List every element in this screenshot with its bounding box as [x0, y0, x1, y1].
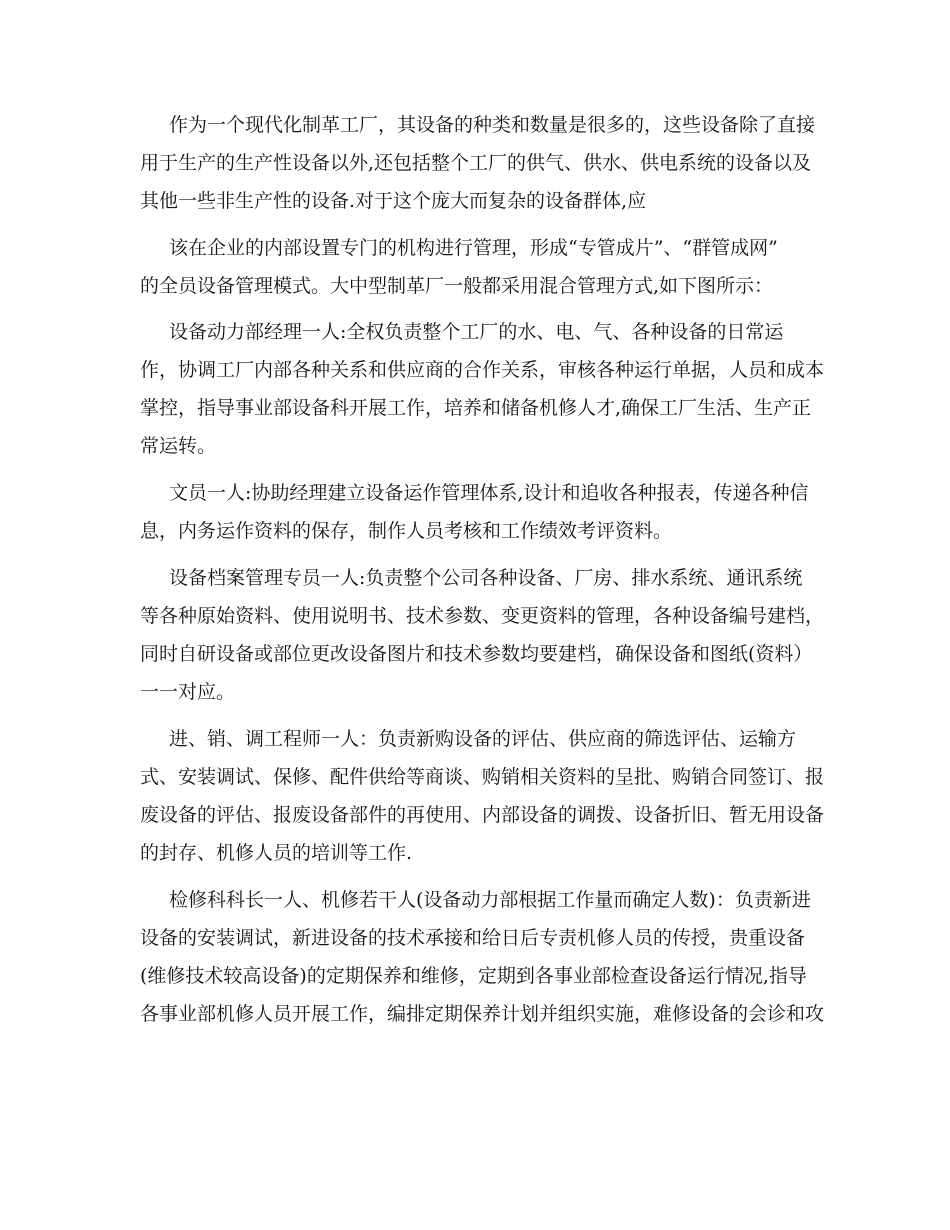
text-line: 设备档案管理专员一人:负责整个公司各种设备、厂房、排水系统、通讯系统 [169, 567, 803, 589]
text-line: 息，内务运作资料的保存，制作人员考核和工作绩效考评资料。 [140, 520, 673, 542]
text-line: 设备动力部经理一人:全权负责整个工厂的水、电、气、各种设备的日常运 [169, 321, 784, 343]
text-line: 的封存、机修人员的培训等工作. [140, 842, 413, 864]
text-line: 作，协调工厂内部各种关系和供应商的合作关系，审核各种运行单据，人员和成本 [140, 359, 825, 381]
text-line: 文员一人:协助经理建立设备运作管理体系,设计和追收各种报表，传递各种信 [169, 482, 809, 504]
text-line: 等各种原始资料、使用说明书、技术参数、变更资料的管理，各种设备编号建档， [140, 605, 825, 627]
text-line: 该在企业的内部设置专门的机构进行管理，形成“专管成片”、“群管成网” [169, 237, 778, 259]
text-line: 其他一些非生产性的设备.对于这个庞大而复杂的设备群体,应 [140, 190, 647, 212]
text-line: 作为一个现代化制革工厂，其设备的种类和数量是很多的，这些设备除了直接 [169, 114, 816, 136]
text-line: 检修科科长一人、机修若干人(设备动力部根据工作量而确定人数)：负责新进 [169, 889, 811, 911]
text-line: 用于生产的生产性设备以外,还包括整个工厂的供气、供水、供电系统的设备以及 [140, 152, 812, 174]
text-line: 的全员设备管理模式。大中型制革厂一般都采用混合管理方式,如下图所示： [140, 275, 774, 297]
text-line: 设备的安装调试，新进设备的技术承接和给日后专责机修人员的传授，贵重设备 [140, 927, 806, 949]
text-line: 进、销、调工程师一人：负责新购设备的评估、供应商的筛选评估、运输方 [169, 728, 797, 750]
text-line: 常运转。 [140, 435, 217, 457]
text-line: 一一对应。 [140, 681, 236, 703]
text-line: 同时自研设备或部位更改设备图片和技术参数均要建档，确保设备和图纸(资料） [140, 643, 813, 665]
text-line: 式、安装调试、保修、配件供给等商谈、购销相关资料的呈批、购销合同签订、报 [140, 766, 825, 788]
text-line: 废设备的评估、报废设备部件的再使用、内部设备的调拨、设备折旧、暂无用设备 [140, 804, 825, 826]
text-line: (维修技术较高设备)的定期保养和维修，定期到各事业部检查设备运行情况,指导 [140, 965, 807, 987]
text-line: 掌控，指导事业部设备科开展工作，培养和储备机修人才,确保工厂生活、生产正 [140, 397, 812, 419]
text-line: 各事业部机修人员开展工作，编排定期保养计划并组织实施，难修设备的会诊和攻 [140, 1003, 825, 1025]
